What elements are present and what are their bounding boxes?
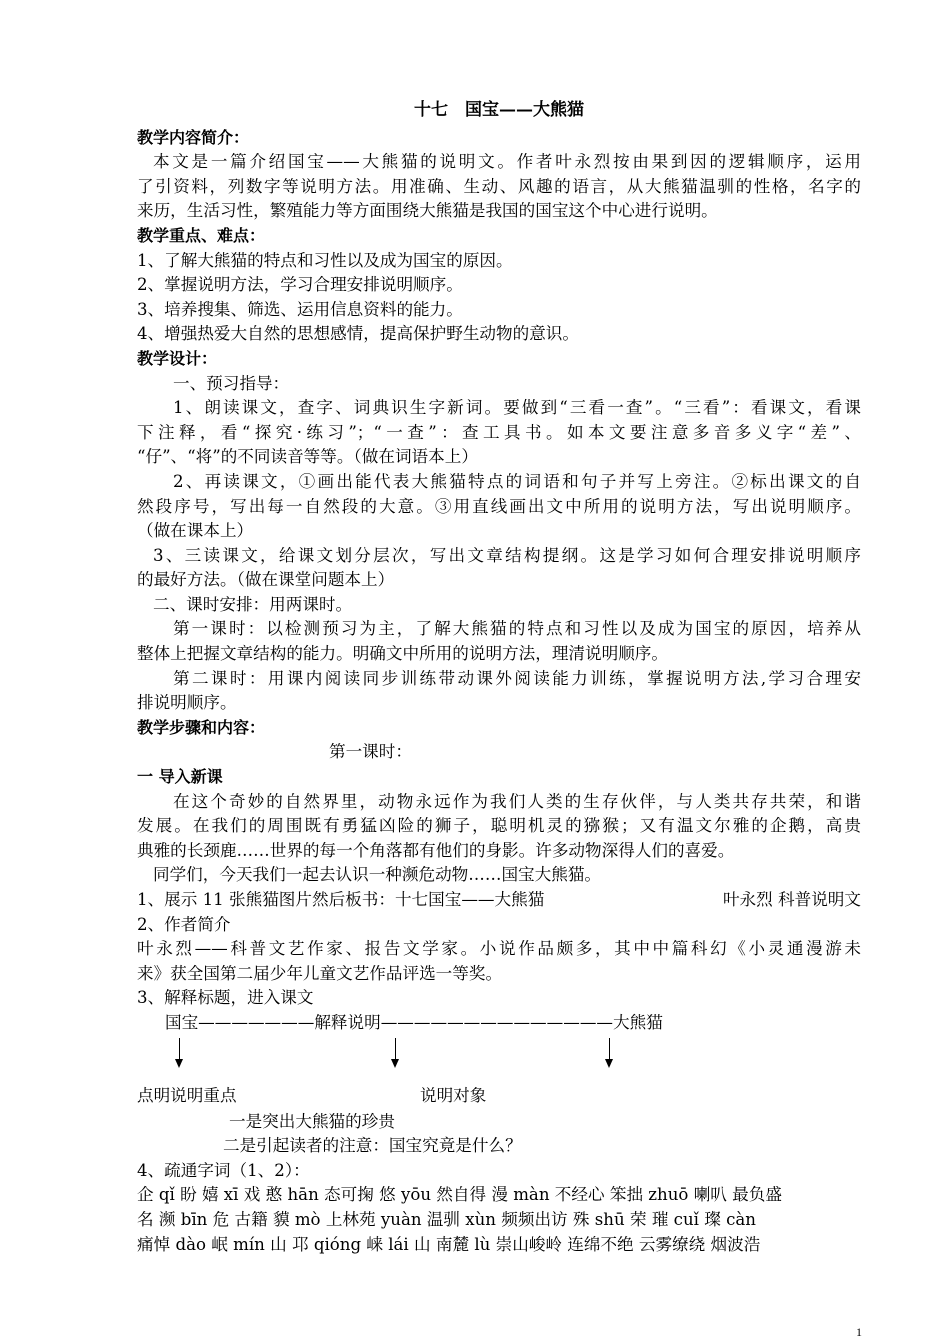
key-point-item: 2、掌握说明方法，学习合理安排说明顺序。 xyxy=(137,275,463,295)
key-points-heading: 教学重点、难点： xyxy=(137,225,266,245)
diagram-point: 二是引起读者的注意：国宝究竟是什么？ xyxy=(223,1136,522,1156)
title-diagram xyxy=(137,1036,861,1110)
step-item: 2、作者简介 xyxy=(137,914,231,934)
down-arrow-icon xyxy=(179,1038,180,1066)
preview-heading: 一、预习指导： xyxy=(173,373,290,393)
schedule-heading: 二、课时安排：用两课时。 xyxy=(153,594,353,614)
design-heading: 教学设计： xyxy=(137,348,218,368)
intro-paragraph-line: 典雅的长颈鹿……世界的每一个角落都有他们的身影。许多动物深得人们的喜爱。 xyxy=(137,840,735,860)
diagram-point: 一是突出大熊猫的珍贵 xyxy=(229,1111,395,1131)
lesson-plan-line: 第二课时：用课内阅读同步训练带动课外阅读能力训练，掌握说明方法,学习合理安 xyxy=(173,668,861,688)
key-point-item: 4、增强热爱大自然的思想感情，提高保护野生动物的意识。 xyxy=(137,324,579,344)
vocab-line: 名 濒 bīn 危 古籍 貘 mò 上林苑 yuàn 温驯 xùn 频频出访 殊 shū 荣 璀 cuǐ 璨 càn xyxy=(137,1209,756,1229)
step-item-left: 1、展示 11 张熊猫图片然后板书：十七国宝——大熊猫 xyxy=(137,890,545,909)
step-item-right: 叶永烈 科普说明文 xyxy=(722,890,861,909)
preview-step-line: 然段序号，写出每一自然段的大意。③用直线画出文中所用的说明方法，写出说明顺序。 xyxy=(137,496,861,516)
preview-step-line: 的最好方法。（做在课堂问题本上） xyxy=(137,570,395,590)
step-item: 4、疏通字词（1、2）： xyxy=(137,1160,310,1180)
intro-line: 来历，生活习性，繁殖能力等方面围绕大熊猫是我国的国宝这个中心进行说明。 xyxy=(137,201,718,221)
preview-step-line: （做在课本上） xyxy=(137,521,254,541)
diagram-label-left: 点明说明重点 xyxy=(137,1085,237,1105)
lesson-plan-line: 排说明顺序。 xyxy=(137,693,237,713)
preview-step-line: 下注释，看“探究·练习”；“一查”：查工具书。如本文要注意多音多义字“差”、 xyxy=(137,422,861,442)
page-number: 1 xyxy=(856,1325,862,1339)
step-item: 3、解释标题，进入课文 xyxy=(137,988,314,1008)
document-title: 十七 国宝——大熊猫 xyxy=(414,100,584,120)
step-item xyxy=(137,888,861,913)
lesson-title: 第一课时： xyxy=(329,742,412,762)
author-line: 叶永烈——科普文艺作家、报告文学家。小说作品颇多，其中中篇科幻《小灵通漫游未 xyxy=(137,939,861,959)
diagram-label-right: 说明对象 xyxy=(420,1085,487,1105)
lesson-plan-line: 整体上把握文章结构的能力。明确文中所用的说明方法，理清说明顺序。 xyxy=(137,644,668,664)
preview-step-line: 3、三读课文，给课文划分层次，写出文章结构提纲。这是学习如何合理安排说明顺序 xyxy=(153,545,861,565)
preview-step-line: 1、朗读课文，查字、词典识生字新词。要做到“三看一查”。“三看”：看课文，看课 xyxy=(173,398,861,418)
preview-step-line: 2、再读课文，①画出能代表大熊猫特点的词语和句子并写上旁注。②标出课文的自 xyxy=(173,471,861,491)
intro-paragraph-line: 同学们，今天我们一起去认识一种濒危动物……国宝大熊猫。 xyxy=(153,865,602,885)
vocab-line: 企 qǐ 盼 嬉 xī 戏 憨 hān 态可掬 悠 yōu 然自得 漫 màn 不经心 笨拙 zhuō 喇叭 最负盛 xyxy=(137,1185,782,1205)
intro-paragraph-line: 在这个奇妙的自然界里，动物永远作为我们人类的生存伙伴，与人类共存共荣，和谐 xyxy=(173,791,861,811)
author-line: 来》获全国第二届少年儿童文艺作品评选一等奖。 xyxy=(137,963,503,983)
lesson-plan-line: 第一课时：以检测预习为主，了解大熊猫的特点和习性以及成为国宝的原因，培养从 xyxy=(173,619,861,639)
vocab-line: 痛悼 dào 岷 mín 山 邛 qióng 崃 lái 山 南麓 lù 崇山峻岭 连绵不绝 云雾缭绕 烟波浩 xyxy=(137,1234,761,1254)
intro-paragraph-line: 发展。在我们的周围既有勇猛凶险的狮子，聪明机灵的猕猴；又有温文尔雅的企鹅，高贵 xyxy=(137,816,861,836)
intro-line: 了引资料，列数字等说明方法。用准确、生动、风趣的语言，从大熊猫温驯的性格，名字的 xyxy=(137,176,861,196)
steps-heading: 教学步骤和内容： xyxy=(137,717,266,737)
title-diagram-top: 国宝———————解释说明——————————————大熊猫 xyxy=(165,1012,663,1032)
intro-line: 本文是一篇介绍国宝——大熊猫的说明文。作者叶永烈按由果到因的逻辑顺序，运用 xyxy=(153,152,861,172)
key-point-item: 3、培养搜集、筛选、运用信息资料的能力。 xyxy=(137,299,463,319)
preview-step-line: “仔”、“将”的不同读音等等。（做在词语本上） xyxy=(137,447,478,467)
section-heading: 一 导入新课 xyxy=(137,767,223,787)
down-arrow-icon xyxy=(395,1038,396,1066)
document-page xyxy=(137,98,861,1257)
intro-heading: 教学内容简介： xyxy=(137,127,250,147)
key-point-item: 1、了解大熊猫的特点和习性以及成为国宝的原因。 xyxy=(137,250,513,270)
down-arrow-icon xyxy=(609,1038,610,1066)
